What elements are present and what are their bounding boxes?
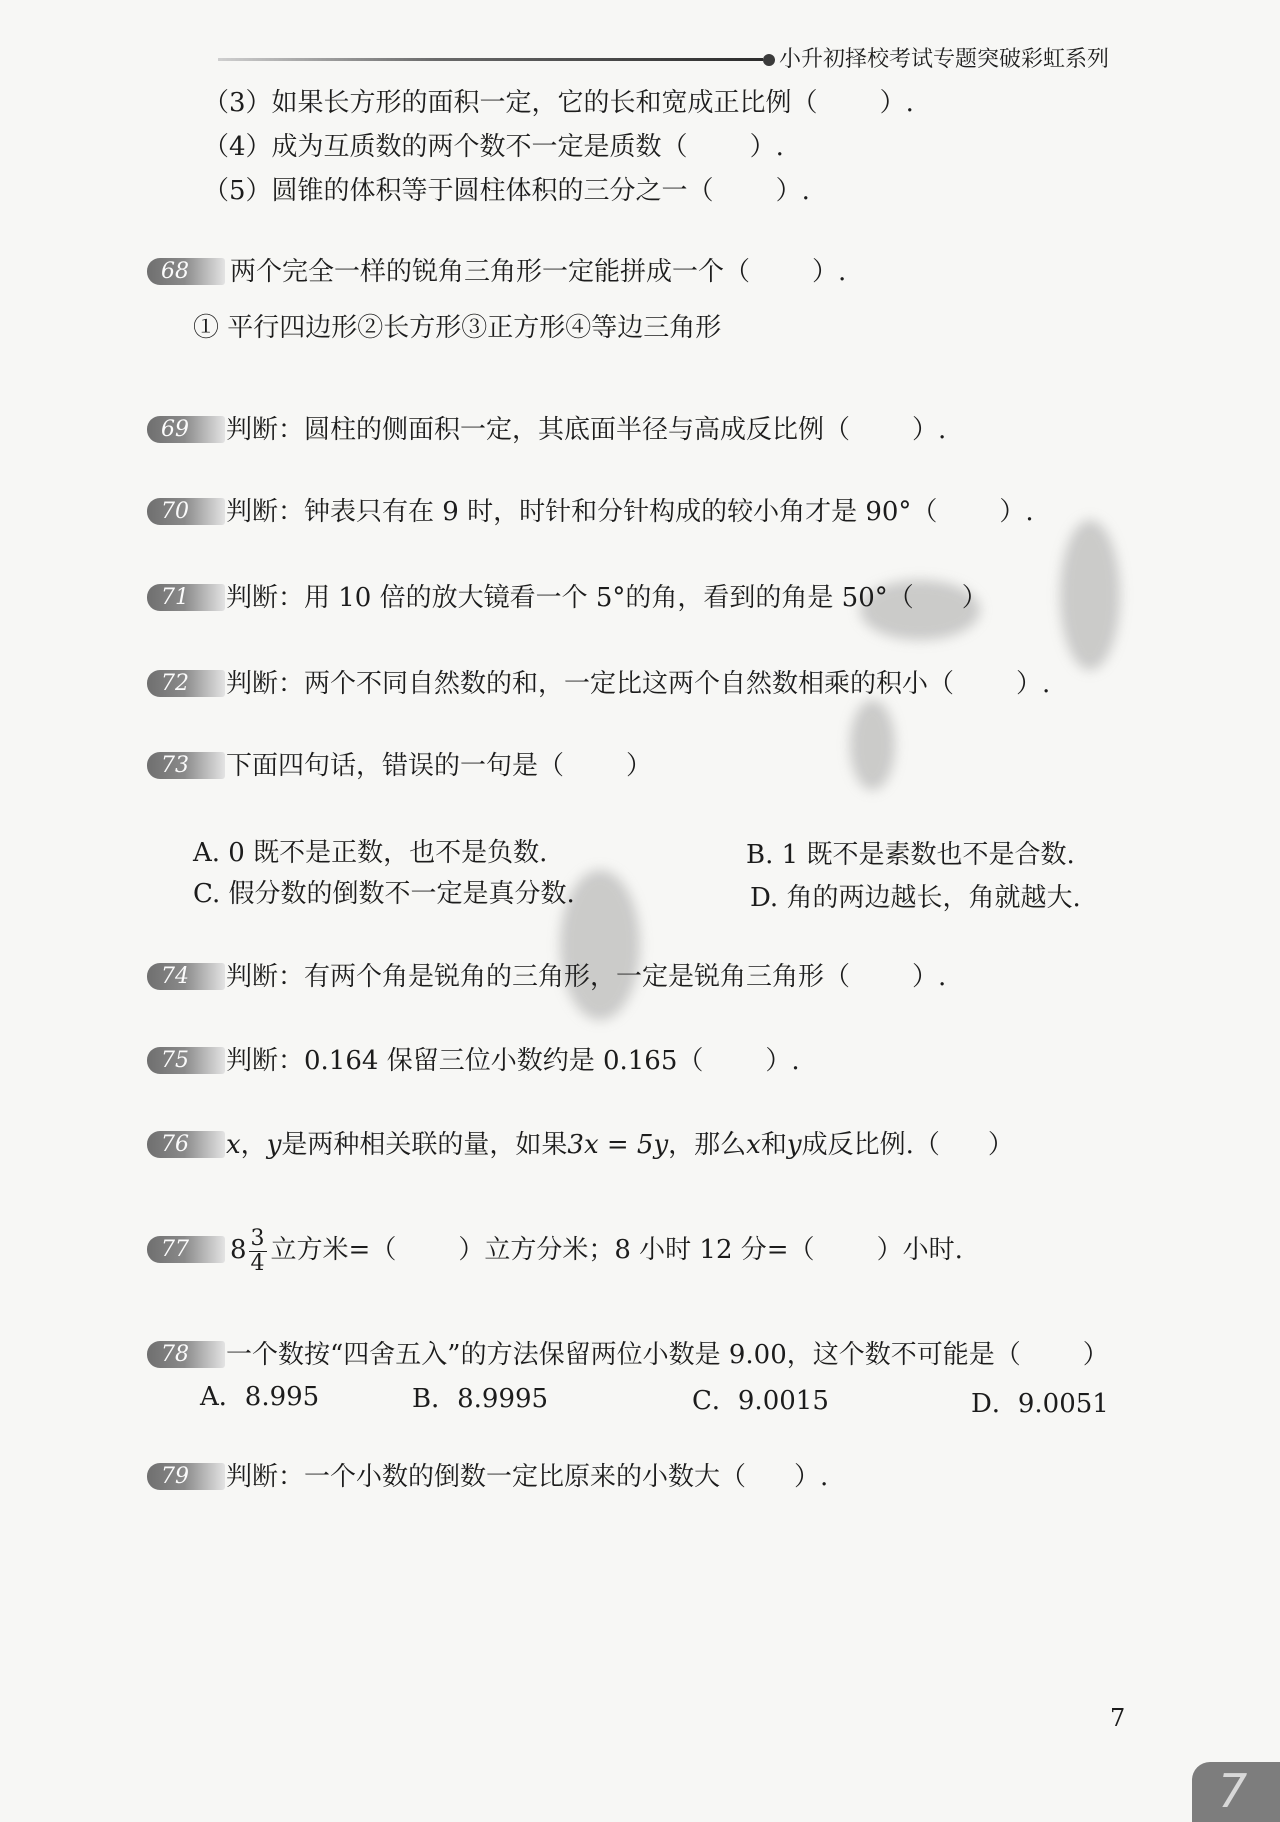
stamp-smudge: [1060, 520, 1120, 670]
item-label: （3）: [203, 88, 272, 118]
corner-tab-label: 7: [1218, 1764, 1248, 1818]
question-text: 判断：两个不同自然数的和，一定比这两个自然数相乘的积小（: [226, 669, 955, 699]
question-text: 下面四句话，错误的一句是（: [226, 751, 565, 781]
variable-y: y: [266, 1130, 282, 1160]
item-tail: ）.: [775, 176, 810, 206]
question-text: 判断：一个小数的倒数一定比原来的小数大（: [226, 1462, 747, 1492]
fraction-numerator: 3: [250, 1225, 265, 1251]
variable-y: y: [786, 1130, 802, 1160]
question-number-badge: 68: [147, 258, 225, 285]
question-text: 判断：圆柱的侧面积一定，其底面半径与高成反比例（: [226, 415, 851, 445]
question-tail: ）.: [999, 497, 1034, 527]
question-number-badge: 77: [147, 1236, 225, 1263]
option-b: B. 1 既不是素数也不是合数.: [746, 840, 1075, 870]
item-5: [203, 174, 810, 208]
question-tail: ）: [961, 583, 988, 613]
question-number-badge: 71: [147, 584, 225, 611]
variable-x: x: [746, 1130, 761, 1160]
question-number-badge: 72: [147, 670, 225, 697]
question-75: [226, 1044, 800, 1078]
question-number-badge: 69: [147, 416, 225, 443]
question-number-badge: 76: [147, 1131, 225, 1158]
header-rule: [218, 58, 763, 61]
question-tail: ）.: [1016, 669, 1051, 699]
question-text: 判断：用 10 倍的放大镜看一个 5°的角，看到的角是 50°（: [226, 583, 914, 613]
item-label: （5）: [203, 176, 272, 206]
corner-tab: [1192, 1762, 1280, 1822]
question-text: 判断：钟表只有在 9 时，时针和分针构成的较小角才是 90°（: [226, 497, 938, 527]
question-68-options: ① 平行四边形②长方形③正方形④等边三角形: [193, 313, 722, 343]
header-title: 小升初择校考试专题突破彩虹系列: [779, 47, 1110, 72]
question-text: 两个完全一样的锐角三角形一定能拼成一个（: [230, 257, 751, 287]
mixed-number-whole: 8: [230, 1235, 247, 1265]
stamp-smudge: [850, 700, 895, 790]
question-78: [226, 1338, 1109, 1372]
question-74: [226, 960, 946, 994]
question-79: [226, 1460, 828, 1494]
comma: ，: [240, 1130, 267, 1160]
item-3: [203, 86, 914, 120]
question-tail: ）.: [765, 1046, 800, 1076]
question-tail: ）.: [912, 415, 947, 445]
question-71: [226, 581, 988, 615]
question-77: [230, 1222, 963, 1278]
item-text: 圆锥的体积等于圆柱体积的三分之一（: [271, 176, 714, 206]
question-number-badge: 75: [147, 1047, 225, 1074]
option-d: D. 角的两边越长，角就越大.: [750, 883, 1081, 913]
question-text: ，那么: [668, 1130, 747, 1160]
fraction: [249, 1227, 267, 1276]
variable-x: x: [226, 1130, 241, 1160]
option-a: A．8.995: [200, 1382, 320, 1412]
question-number-badge: 70: [147, 498, 225, 525]
item-4: [203, 130, 784, 164]
question-text: 判断：有两个角是锐角的三角形，一定是锐角三角形（: [226, 962, 851, 992]
item-text: 成为互质数的两个数不一定是质数（: [271, 132, 688, 162]
option-c: C．9.0015: [692, 1386, 829, 1416]
question-text: 成反比例.（: [801, 1130, 940, 1160]
item-text: 如果长方形的面积一定，它的长和宽成正比例（: [271, 88, 818, 118]
question-76: [226, 1128, 1014, 1162]
question-text: 是两种相关联的量，如果: [281, 1130, 568, 1160]
question-text: 一个数按“四舍五入”的方法保留两位小数是 9.00，这个数不可能是（: [226, 1340, 1021, 1370]
page-number: 7: [1110, 1704, 1126, 1732]
question-72: [226, 667, 1050, 701]
question-text: ）小时.: [876, 1235, 963, 1265]
question-tail: ）.: [794, 1462, 829, 1492]
option-d: D．9.0051: [971, 1389, 1109, 1419]
question-68: [230, 255, 846, 289]
question-number-badge: 73: [147, 752, 225, 779]
question-tail: ）: [1082, 1340, 1109, 1370]
item-label: （4）: [203, 132, 272, 162]
fraction-denominator: 4: [250, 1250, 265, 1276]
item-tail: ）.: [879, 88, 914, 118]
question-text: ）立方分米；8 小时 12 分=（: [458, 1235, 815, 1265]
question-tail: ）: [987, 1130, 1014, 1160]
question-number-badge: 74: [147, 963, 225, 990]
question-tail: ）.: [912, 962, 947, 992]
question-tail: ）.: [812, 257, 847, 287]
question-73: [226, 749, 652, 783]
option-b: B．8.9995: [412, 1384, 549, 1414]
item-tail: ）.: [749, 132, 784, 162]
option-c: C. 假分数的倒数不一定是真分数.: [193, 879, 575, 909]
question-text: 立方米=（: [270, 1235, 397, 1265]
question-number-badge: 78: [147, 1341, 225, 1368]
question-69: [226, 413, 946, 447]
equation: 3x = 5y: [567, 1130, 669, 1160]
header-bullet-icon: [763, 54, 775, 66]
question-tail: ）: [626, 751, 653, 781]
question-text: 和: [760, 1130, 787, 1160]
option-a: A. 0 既不是正数，也不是负数.: [193, 838, 548, 868]
question-70: [226, 495, 1034, 529]
question-text: 判断：0.164 保留三位小数约是 0.165（: [226, 1046, 704, 1076]
question-number-badge: 79: [147, 1463, 225, 1490]
